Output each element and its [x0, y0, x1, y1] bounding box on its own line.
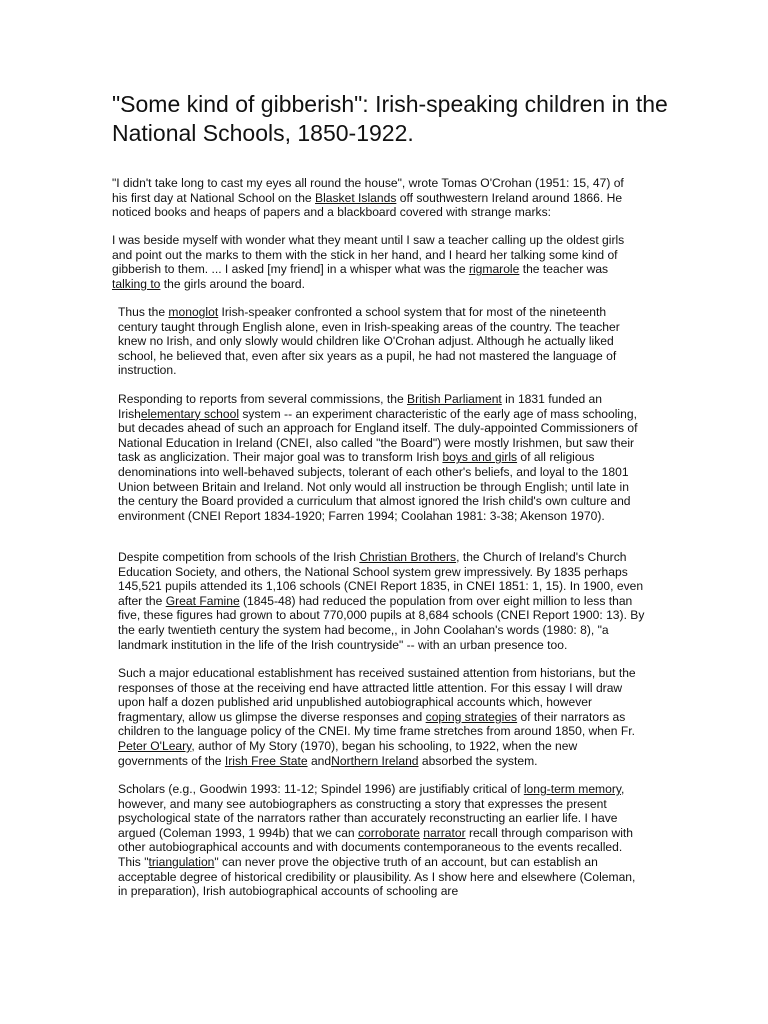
text-run: the girls around the board.: [160, 276, 305, 291]
inline-link-british-parliament[interactable]: British Parliament: [407, 392, 502, 406]
inline-link-northern-ireland[interactable]: Northern Ireland: [331, 753, 419, 768]
paragraph-british-parliament: [118, 392, 648, 523]
paragraph-christian-brothers: [118, 550, 648, 652]
page-title: "Some kind of gibberish": Irish-speaking children in the National Schools, 1850-1922.: [112, 91, 668, 146]
text-run: Thus the: [118, 305, 169, 319]
paragraph-scholars: [118, 782, 648, 899]
text-run: I was beside myself with wonder what they meant until I saw a teacher calling up the oldest girls and point out the marks to them with the stick in her hand, and I heard her talking some kind of gibberish to them. ... I asked [my friend] in a whisper what was the: [112, 233, 625, 277]
text-run: , the Church of Ireland's Church Education Society, and others, the National School system grew impressively. By 1835 perhaps 145,521 pupils attended its 1,106 schools (CNEI Report 1835, in CNEI 1851: 1, 15). In 1900, even after the: [118, 550, 644, 608]
text-run: of all religious denominations into well-behaved subjects, tolerant of each other's beliefs, and loyal to the 1801 Union between Britain and Ireland. Not only would all instruction be through English; until late in the century the Board provided a curriculum that almost ignored the Irish child's own culture and environment (CNEI Report 1834-1920; Farren 1994; Coolahan 1981: 3-38; Akenson 1970).: [118, 450, 631, 523]
text-run: the teacher was: [519, 262, 609, 277]
text-run: Despite competition from schools of the Irish: [118, 550, 360, 564]
inline-link-rigmarole[interactable]: rigmarole: [468, 262, 520, 277]
text-run: of their narrators as children to the language policy of the CNEI. My time frame stretches from around 1850, when Fr.: [118, 709, 635, 739]
inline-link-peter-o-leary[interactable]: Peter O'Leary: [118, 738, 192, 753]
inline-link-elementary-school[interactable]: elementary school: [140, 406, 240, 421]
inline-link-corroborate[interactable]: corroborate: [358, 825, 420, 840]
text-run: in 1831 funded an Irish: [118, 392, 603, 421]
inline-link-triangulation[interactable]: triangulation: [148, 854, 215, 869]
text-run: "I didn't take long to cast my eyes all round the house", wrote Tomas O'Crohan (1951: 15, 47) of his first day at National School on the: [112, 176, 624, 205]
text-run: , author of My Story (1970), began his schooling, to 1922, when the new governments of the: [118, 738, 578, 768]
text-run: and: [307, 753, 332, 768]
text-run: absorbed the system.: [418, 753, 538, 768]
inline-link-christian-brothers[interactable]: Christian Brothers: [359, 550, 457, 564]
text-run: , however, and many see autobiographers as constructing a story that expresses the present psychological state of the narrators rather than accurately reconstructing an earlier life. I have argued (Coleman 1993, 1 994b) that we can: [118, 782, 625, 840]
text-run: off southwestern Ireland around 1866. He noticed books and heaps of papers and a blackboard covered with strange marks:: [112, 190, 623, 220]
paragraph-educational-establishment: [118, 666, 648, 768]
text-run: Responding to reports from several commissions, the: [118, 392, 408, 406]
text-run: (1845-48) had reduced the population from over eight million to less than five, these figures had grown to about 770,000 pupils at 8,684 schools (CNEI Report 1900: 13). By the early twentieth century the system had become,, in John Coolahan's words (1980: 8), "a landmark institution in the life of the Irish countryside" -- with an urban presence too.: [118, 593, 645, 652]
text-run: system -- an experiment characteristic of the early age of mass schooling, but decades ahead of such an approach for England itself. The duly-appointed Commissioners of National Education in Ireland (CNEI, also called "the Board") were mostly Irishmen, but saw their task as anglicization. Their major goal was to transform Irish: [118, 406, 638, 465]
text-run: " can never prove the objective truth of an account, but can establish an acceptable degree of historical credibility or plausibility. As I show here and elsewhere (Coleman, in preparation), Irish autobiographical accounts of schooling are: [118, 854, 636, 899]
inline-link-blasket-islands[interactable]: Blasket Islands: [315, 190, 397, 205]
text-run: Scholars (e.g., Goodwin 1993: 11-12; Spindel 1996) are justifiably critical of: [118, 782, 524, 796]
paragraph-monoglot: [118, 305, 648, 378]
inline-link-irish-free-state[interactable]: Irish Free State: [224, 753, 308, 768]
paragraph-quote: [112, 233, 632, 291]
inline-link-boys-and-girls[interactable]: boys and girls: [442, 450, 518, 465]
inline-link-talking-to[interactable]: talking to: [112, 276, 161, 291]
inline-link-monoglot[interactable]: monoglot: [168, 305, 219, 319]
paragraph-intro: [112, 176, 632, 220]
inline-link-great-famine[interactable]: Great Famine: [165, 593, 240, 608]
inline-link-narrator[interactable]: narrator: [423, 825, 466, 840]
inline-link-long-term-memory[interactable]: long-term memory: [523, 782, 622, 796]
text-run: recall through comparison with other autobiographical accounts and with documents contemporaneous to the events recalled. This ": [118, 825, 633, 869]
text-run: Irish-speaker confronted a school system that for most of the nineteenth century taught through English alone, even in Irish-speaking areas of the country. The teacher knew no Irish, and only slowly would children like O'Crohan adjust. Although he actually liked school, he believed that, even after six years as a pupil, he had not mastered the language of instruction.: [118, 305, 620, 378]
text-run: Such a major educational establishment has received sustained attention from historians, but the responses of those at the receiving end have attracted little attention. For this essay I will draw upon half a dozen published arid unpublished autobiographical accounts which, however fragmentary, allow us glimpse the diverse responses and: [118, 666, 636, 724]
inline-link-coping-strategies[interactable]: coping strategies: [425, 709, 518, 724]
